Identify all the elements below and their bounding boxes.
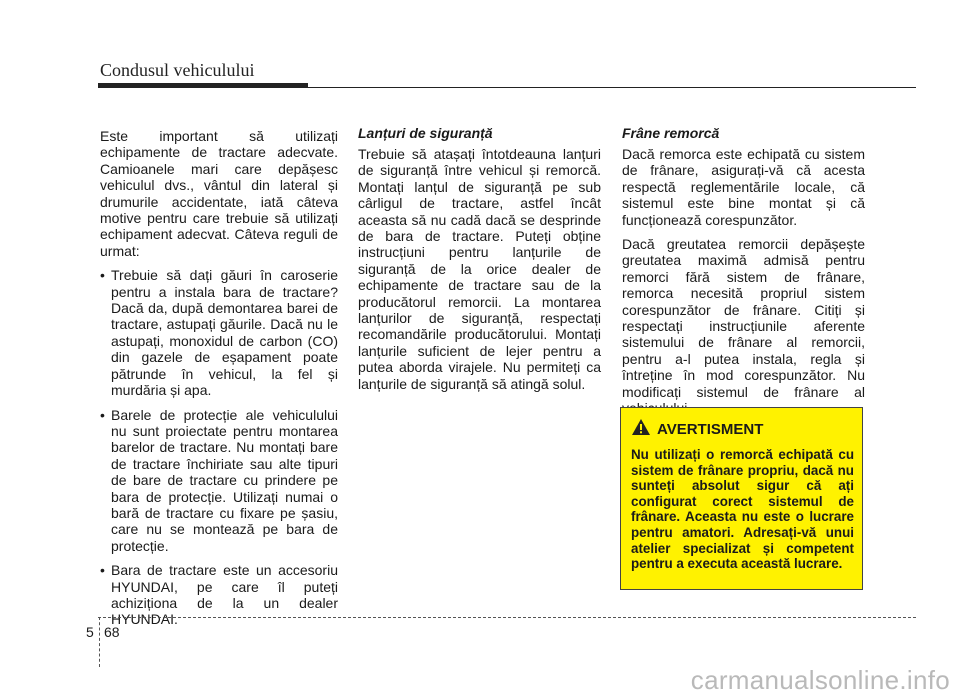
header-rule [98, 87, 916, 88]
list-item-text: Trebuie să dați găuri în caroserie pentru a instala bara de tractare? Dacă da, după demontarea barei de tractare, astupați găurile. Dacă nu le astupați, monoxidul de carbon (CO) din gazele de eșapament poate pătrunde în vehicul, la fel și murdăria și apa. [111, 267, 338, 399]
footer-divider-vertical [99, 617, 100, 667]
warning-text: Nu utilizați o remorcă echipată cu sistem de frânare propriu, dacă nu sunteți absolut sigur că ați configurat corect sistemul de frânare. Aceasta nu este o lucrare pentru amatori. Adresați-vă unui atelier specializat și competent pentru a executa această lucrare. [631, 447, 854, 572]
watermark: carmanualsonline.info [690, 665, 950, 695]
bullet-icon: • [100, 562, 105, 579]
warning-title: AVERTISMENT [657, 420, 764, 438]
page-header-title: Condusul vehiculului [100, 60, 255, 80]
safety-chains-heading: Lanțuri de siguranță [358, 125, 493, 141]
warning-triangle-icon [631, 418, 651, 440]
warning-title-row [631, 418, 854, 440]
trailer-brakes-heading: Frâne remorcă [622, 125, 720, 141]
trailer-brakes-paragraph-1: Dacă remorca este echipată cu sistem de frânare, asigurați-vă că acesta respectă reglementările locale, că sistemul este bine montat și că funcționează corespunzător. [622, 146, 865, 228]
footer-divider [98, 617, 916, 618]
page-number: 68 [104, 624, 120, 640]
left-column [100, 128, 338, 636]
bullet-icon: • [100, 406, 105, 423]
list-item-text: Bara de tractare este un accesoriu HYUNDAI, pe care îl puteți achiziționa de la un dealer HYUNDAI. [111, 562, 338, 628]
list-item-text: Barele de protecție ale vehiculului nu sunt proiectate pentru montarea barelor de tractare. Nu montați bare de tractare închiriate sau alte tipuri de bare de tractare cu prindere pe bara de protecție. Utilizați numai o bară de tractare cu fixare pe șasiu, care nu se montează pe bara de protecție. [111, 406, 338, 554]
right-column [622, 125, 865, 425]
middle-column [358, 125, 601, 400]
page-section-number: 5 [86, 624, 94, 640]
bullet-icon: • [100, 267, 105, 284]
list-item [100, 267, 338, 398]
safety-chains-paragraph: Trebuie să atașați întotdeauna lanțuri de siguranță între vehicul și remorcă. Montați lanțul de siguranță pe sub cârligul de tractare, astfel încât aceasta să nu cadă dacă se desprinde de bara de tractare. Puteți obține instrucțiuni pentru lanțurile de siguranță de la orice dealer de echipamente de tractare sau de la producătorul remorcii. La montarea lanțurilor de siguranță, respectați recomandările producătorului. Montați lanțurile suficient de lejer pentru a putea aborda virajele. Nu permiteți ca lanțurile de siguranță să atingă solul. [358, 146, 601, 392]
trailer-brakes-paragraph-2: Dacă greutatea remorcii depășește greutatea maximă admisă pentru remorci fără sistem de frânare, remorca necesită propriul sistem corespunzător de frânare. Citiți și respectați instrucțiunile aferente sistemului de frânare al remorcii, pentru a-l putea instala, regla și întreține în mod corespunzător. Nu modificați sistemul de frânare al [622, 236, 865, 400]
list-item [100, 407, 338, 555]
intro-paragraph: Este important să utilizați echipamente de tractare adecvate. Camioanele mari care depășesc vehiculul dvs., vântul din lateral și drumurile accidentate, iată câteva motive pentru care trebuie să utilizați echipament adecvat. Câteva reguli de urmat: [100, 128, 338, 259]
tow-bar-rules-list [100, 267, 338, 628]
warning-box [620, 407, 863, 590]
